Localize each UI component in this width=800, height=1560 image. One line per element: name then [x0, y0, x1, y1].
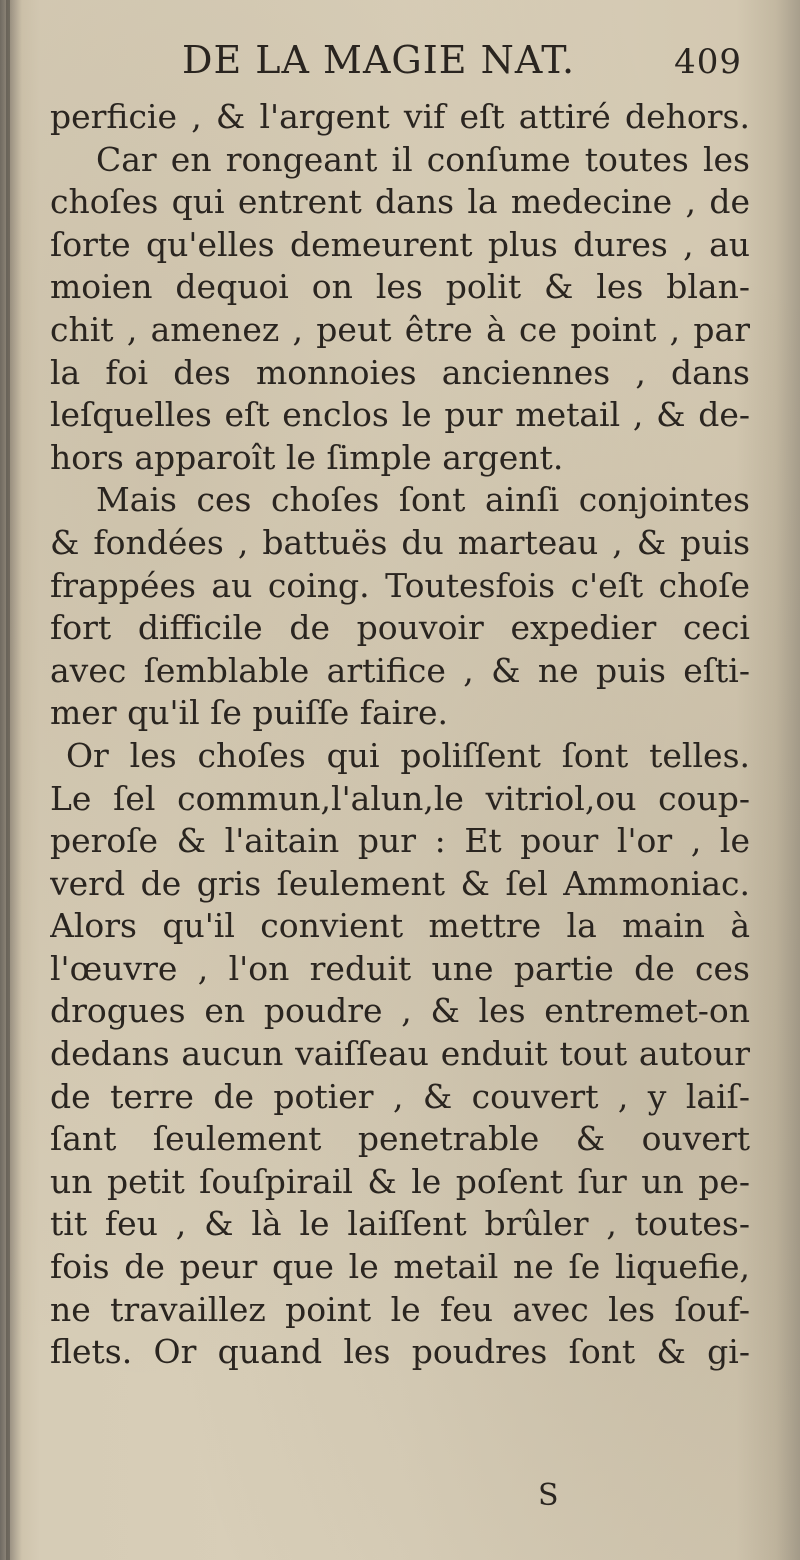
- text-line: choſes qui entrent dans la medecine , de: [50, 182, 750, 222]
- running-head: [50, 38, 750, 96]
- text-line: de terre de potier , & couvert , y laiſ-: [50, 1076, 750, 1116]
- text-line: un petit ſouſpirail & le poſent ſur un pe-: [50, 1161, 750, 1201]
- text-line: moien dequoi on les polit & les blan-: [50, 267, 750, 307]
- text-line: ne travaillez point le feu avec les ſouf-: [50, 1289, 750, 1329]
- text-line: fois de peur que le metail ne ſe liquefie,: [50, 1247, 750, 1287]
- text-line: la foi des monnoies anciennes , dans: [50, 352, 750, 392]
- text-line: Alors qu'il convient mettre la main à: [50, 906, 750, 946]
- text-line: Mais ces choſes ſont ainſi conjointes: [96, 480, 750, 520]
- page-number: 409: [674, 42, 742, 82]
- catchword: S: [538, 1478, 559, 1513]
- text-line: fort difficile de pouvoir expedier ceci: [50, 608, 750, 648]
- text-line: Car en rongeant il conſume toutes les: [96, 139, 750, 179]
- running-title: DE LA MAGIE NAT.: [182, 38, 576, 82]
- text-line: mer qu'il ſe puiſſe faire.: [50, 693, 448, 733]
- text-line: Le ſel commun,l'alun,le vitriol,ou coup-: [50, 778, 750, 818]
- text-line: frappées au coing. Toutesfois c'eſt choſe: [50, 565, 750, 605]
- text-line: hors apparoît le ſimple argent.: [50, 437, 564, 477]
- text-line: leſquelles eſt enclos le pur metail , & de-: [50, 395, 750, 435]
- text-line: avec ſemblable artifice , & ne puis eſti-: [50, 650, 750, 690]
- text-line: flets. Or quand les poudres ſont & gi-: [50, 1332, 750, 1372]
- text-line: l'œuvre , l'on reduit une partie de ces: [50, 948, 750, 988]
- text-line: & fondées , battuës du marteau , & puis: [50, 522, 750, 562]
- gutter-shadow: [6, 0, 10, 1560]
- text-line: ſant ſeulement penetrable & ouvert: [50, 1119, 750, 1159]
- text-line: ſorte qu'elles demeurent plus dures , au: [50, 224, 750, 264]
- text-line: Or les choſes qui poliſſent ſont telles.: [66, 735, 750, 775]
- text-block: [50, 38, 750, 1374]
- text-line: peroſe & l'aitain pur : Et pour l'or , le: [50, 821, 750, 861]
- text-line: tit feu , & là le laiſſent brûler , toutes-: [50, 1204, 750, 1244]
- text-line: chit , amenez , peut être à ce point , par: [50, 309, 750, 349]
- text-line: perficie , & l'argent vif eſt attiré dehors.: [50, 97, 750, 136]
- text-line: dedans aucun vaiſſeau enduit tout autour: [50, 1034, 750, 1074]
- text-line: verd de gris ſeulement & ſel Ammoniac.: [50, 863, 750, 903]
- text-line: drogues en poudre , & les entremet-on: [50, 991, 750, 1031]
